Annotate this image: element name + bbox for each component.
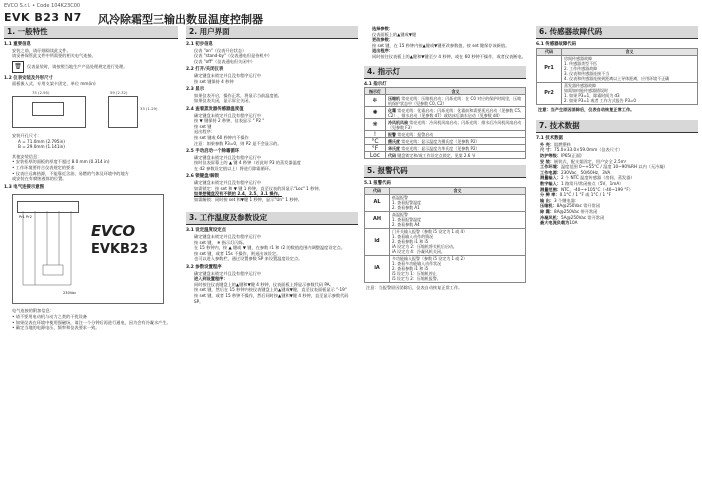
section-1-title: 1. 一般特性 (4, 26, 178, 39)
s21-l2: 仪表 "stand-by"（仪表通电但是待机中） (194, 53, 272, 59)
led-text: 常亮光线：化霜启动；闪烁光线：化霜前和需要延迟启动（见参数 C5, C2），排水启动（见参数 d7）或结冰后滴水启动（见参数 d4） (388, 107, 522, 118)
dimension-drawing (12, 90, 162, 130)
s23-l2: 如果仪表关闭，显示屏全关闭。 (194, 98, 253, 104)
column-4 (536, 26, 698, 226)
note-2: • 工作环境要符合仪表规定的要求 (12, 164, 75, 170)
section-7-title: 7. 技术数据 (536, 120, 698, 133)
s31-l4: 按 set 键，或者 15s 不操作，则退出该设定。 (194, 250, 281, 256)
led-icon: Loc (365, 152, 386, 159)
s21-l3: 仪表 "off"（仪表通电但关闭中） (194, 58, 255, 64)
section-5-title: 5. 报警代码 (364, 165, 526, 178)
tech-row (540, 220, 698, 226)
alarm-note: 注意：当报警原因消除后，仪表自动恢复正常工作。 (366, 284, 463, 290)
tech-key: 数字输入： (540, 180, 561, 186)
s25-title: 2.5 手动启动一个除霜循环 (186, 149, 240, 155)
evco-logo: EVCO (91, 222, 135, 241)
s26-l3: 如果想键盘没有不锁的 2.4、2.5、3.1 操作。 (194, 191, 282, 197)
alarm-table (364, 187, 526, 283)
led-text: 键盘锁定和/或工作设定点锁定，见第 2.6 节 (396, 152, 476, 158)
s24-l5: 按 set 键或 60 秒钟内不操作 (194, 134, 249, 140)
alarm-code: iA (365, 255, 390, 282)
led-title: 报警 (388, 131, 396, 137)
tech-key: 除 霜： (540, 208, 555, 214)
fault-row (537, 82, 698, 104)
tech-value: 8A@250Vac 带开常闭 (554, 208, 598, 214)
al-th-1: 代码 (365, 187, 390, 194)
led-row (365, 138, 526, 145)
tech-key: 尺 寸： (540, 147, 555, 153)
tech-key: 冷凝风机： (540, 214, 561, 220)
led-icon: ✺ (365, 107, 386, 119)
s23-title: 2.3 显示 (186, 87, 205, 93)
tech-key: 防护等级： (540, 152, 561, 158)
s25-l2: 按时仪表屏幕上的 ▲ 键 4 秒钟（若此时 P3 的蒸发器温度 (194, 160, 301, 166)
dim-height: 33 (1.29) (140, 105, 158, 111)
led-row (365, 152, 526, 159)
column-2 (186, 26, 358, 304)
led-text: 常亮光线：显示温度为摄氏度（见参数 P2） (400, 138, 480, 144)
s31-l2: 按 set 键， ❄ 指示灯闪烁。 (194, 239, 247, 245)
t-l6: 同时按住仪表板上的▲键和▼键至少 4 秒钟，或在 60 秒钟不操作，或者仪表断电。 (372, 53, 526, 59)
led-title: 代码 (388, 152, 396, 158)
section-1-2-title: 1.2 仪表安装及外形尺寸 (4, 75, 53, 81)
t-l4: 按 set 键，在 15 秒钟内按▲键或▼键更改参数值，按 set 键保存该新值。 (372, 42, 510, 48)
side-view (108, 96, 138, 128)
section-4-title: 4. 指示灯 (364, 66, 526, 79)
t-l2: 仪表面板上的▲键或▼键 (372, 31, 417, 37)
section-1-3-title: 1.3 电气连接示意图 (4, 184, 45, 190)
tech-key: 输 出： (540, 197, 555, 203)
bottom-1: • 请不要用电动机与动力之类的干扰设备 (12, 313, 87, 319)
s32-l4: 按 set 键，然后在 15 秒钟内按仪表键盘上的▲键或▼键，直至仪表面板显示 "-19" (194, 287, 347, 293)
tech-value: 阻燃塑料 (554, 141, 571, 147)
s32-l3: 同时按住仪表键盘上的▲键和▼键 4 秒钟，仪表面板上将显示参数代码 PA。 (194, 281, 334, 287)
tech-key: 测量范围： (540, 186, 561, 192)
s26-l1: 确定键盘未锁定并且没有程序运行中 (194, 180, 262, 186)
s31-title: 3.1 设定温度设定点 (186, 228, 227, 234)
led-row (365, 107, 526, 119)
tech-value: 230Vac，50/60Hz，3VA (560, 169, 611, 175)
s41-title: 4.1 指示灯 (364, 81, 387, 87)
led-title: 摄氏度 (388, 138, 400, 144)
model-title: EVK B23 N7 (4, 11, 82, 24)
s71-title: 7.1 技术数据 (536, 136, 563, 142)
led-row (365, 119, 526, 131)
led-title: 压缩机 (388, 95, 400, 101)
led-desc (386, 138, 526, 145)
led-title: 华氏度 (388, 145, 400, 151)
s61-title: 6.1 传感器故障代码 (536, 42, 577, 47)
section-1-1-title: 1.1 重要信息 (4, 42, 31, 47)
fault-code: Pr1 (537, 55, 562, 82)
s12-text: 面板嵌入式，专用支架卡固定，单位 mm(in) (12, 81, 96, 87)
tech-value: 0.1°C / 1 °F 或 1°C / 1 °F (559, 192, 612, 198)
alarm-text: 高温报警 1. 查看报警温度 2. 查看参数 A4 (390, 211, 526, 228)
bottom-2: • 如果仪表在环境中使用强磁场，请注一个分钟后再进行通电，因为会有冷凝水产生。 (12, 319, 171, 325)
display-window (32, 102, 64, 116)
s31-l3: 在 15 秒钟内，按 ▲ 键或 ▼ 键，在参数 r1 和 r2 的数值范围内调整温度设定点。 (194, 245, 346, 251)
led-th-1: 指示灯 (365, 88, 386, 95)
t-l3: 更改参数： (372, 37, 393, 43)
tech-key: 工作电源： (540, 169, 561, 175)
tech-value: IP65(正面) (560, 152, 582, 158)
warn-block (12, 61, 178, 73)
al-th-2: 含义 (390, 187, 526, 194)
s24-l6: 注意：如果参数 P3=0，则 P2 是不会显示的。 (194, 140, 282, 146)
alarm-row (365, 211, 526, 228)
tech-value: 8A@250Vac 常开常闭 (556, 203, 600, 209)
led-desc (386, 145, 526, 152)
brand-line: EVCO S.r.l. • Code 104K23C00 (4, 3, 81, 9)
led-desc (386, 119, 526, 131)
s25-l1: 确定键盘未锁定并且没有程序运行中 (194, 154, 262, 160)
cutout-b: B = 29.0mm (1.141in) (18, 144, 65, 150)
s21-title: 2.1 初步信息 (186, 42, 213, 47)
tech-key: 压缩机： (540, 203, 557, 209)
s11-text2: 请妥善保管此文件中所需要的相关电气连接。 (12, 53, 96, 59)
t-l5: 退出程序： (372, 48, 393, 54)
s21-l1: 仪表 "on"（仪表开启状态） (194, 47, 247, 53)
fault-text: 房间传感器故障 1. 传感器类型不匹 2. 工作传感器故障 3. 仪表和传感器连接不当 4. 仪表和传感器连接到距离以上导体距离，应用环境不正确 (562, 55, 698, 82)
tech-key: 工作环境： (540, 164, 561, 170)
s24-l4: 退出程序： (194, 129, 215, 135)
tech-value: 3 个继电器： (554, 197, 579, 203)
s25-l3: 在 d2 参数设定值以上）将进行除霜循环。 (194, 165, 274, 171)
led-text: 常亮光线：显示温度为华氏度（见参数 P2） (400, 145, 480, 151)
s31-l1: 确定键盘未锁定并且没有程序运行中 (194, 234, 262, 240)
alarm-row (365, 194, 526, 211)
tech-value: 2 个 NTC 温度传感器（房间，蒸发器） (560, 175, 635, 181)
led-desc (386, 131, 526, 138)
led-text: 常亮光线：冷风机风扇启动；闪烁光线：排水后冷风机风扇启动（见参数 F3） (388, 119, 522, 130)
led-icon: ❄ (365, 95, 386, 107)
fault-row (537, 55, 698, 82)
s32-l1: 确定键盘未锁定并且没有程序运行中 (194, 270, 262, 276)
fault-th-1: 代码 (537, 48, 562, 55)
s26-l2: 如需锁定：按 set 和 ▼ 键 1 秒钟，直至仪表的屏显示"Loc" 1 秒钟。 (194, 185, 323, 191)
led-icon: ❋ (365, 119, 386, 131)
wiring-diagram (12, 194, 164, 304)
column-3 (364, 26, 526, 290)
led-title: 冷风机风扇 (388, 119, 408, 125)
s24-l2: 按 ▼ 键保持 2 秒钟，仪表显示 " P2 " (194, 118, 265, 124)
led-text: 常亮光线：报警启动 (396, 131, 434, 137)
tech-value: 5A@250Vac 常开常闭 (560, 214, 605, 220)
notes-title: 其他安装信息： (12, 153, 42, 159)
s26-title: 2.6 锁键盘/解锁 (186, 174, 219, 180)
warn-text: 仅表显装时，请按照当地生产产品处理规定进行处理。 (27, 63, 128, 69)
led-th-2: 含义 (386, 88, 526, 95)
s22-l2: 按 set 键保持 4 秒钟 (194, 78, 234, 84)
dim-depth: 59 (2.32) (110, 89, 128, 95)
alarm-text: 门开关输入报警（参数 i5 设定为 1 或 4） 1. 查看输入动作的情况 2. 查看参数 i1 和 i5 iA 设定为 2：压缩机将关机后启动。 iA 设定为 4：冷凝风机关闭。 (390, 228, 526, 255)
note-3: • 仪表应远离热源，不能靠近含油、易燃的气体及环境中的地方 (12, 170, 129, 176)
s11-text1: 安装之前，请仔细阅读此文件。 (12, 47, 71, 53)
s24-l1: 确定键盘未锁定并且没有程序运行中 (194, 112, 262, 118)
led-desc (386, 95, 526, 107)
page-title: 风冷除霜型三输出数显温度控制器 (98, 13, 263, 26)
tech-value: NTC，-40~+105°C（-40~199 °F） (560, 186, 633, 192)
alarm-row (365, 255, 526, 282)
fault-note: 注意：当产生原因消除后，仪表自动恢复正常工作。 (538, 106, 635, 112)
cutout-title: 安装开孔尺寸： (12, 132, 42, 138)
s23-l1: 如果仪表开启，操作正常，将显示当前温度值。 (194, 92, 282, 98)
alarm-code: id (365, 228, 390, 255)
fault-code: Pr2 (537, 82, 562, 104)
tech-key: 外 壳： (540, 141, 555, 147)
note-4: 或安装在有腐蚀液体的位置。 (12, 176, 67, 182)
alarm-text: 低温报警 1. 查看报警温度 2. 查看参数 A1 (390, 194, 526, 211)
tech-value: 温度范围 0~+55°C / 湿度 10~90%RH 以内（无冷凝） (560, 164, 668, 170)
alarm-code: AH (365, 211, 390, 228)
tech-value: 75.0×33.0×59.0mm（仪表尺寸） (554, 147, 623, 153)
led-row (365, 95, 526, 107)
s51-title: 5.1 报警代码 (364, 181, 391, 187)
fault-th-2: 含义 (562, 48, 698, 55)
led-title: 化霜 (388, 107, 396, 113)
cutout-a: A = 71.0mm (2.795in) (18, 138, 65, 144)
s31-l5: 也可以进入参数栏，通过设置参数 SP 来设置温度设定点。 (194, 256, 303, 262)
fault-text: 蒸发器传感器故障 如需如何能传感器错误时 1. 如果 P3=1，除霜时间为 d3 2. 如果 P3=1 或者 工作方式报告 P3=0 (562, 82, 698, 104)
alarm-code: AL (365, 194, 390, 211)
probe-labels: Pr1 Pr2 (19, 215, 32, 220)
dim-width: 75 (2.95) (32, 89, 50, 95)
power-label: 230Vac (63, 291, 77, 296)
led-text: 常亮光线：压缩机启动；闪烁光线：在 C0 对应的保护时间里，压缩机保护状态中（见参数 C0, C2） (388, 95, 522, 106)
tech-key: 安 装： (540, 158, 555, 164)
led-icon: °F (365, 145, 386, 152)
section-6-title: 6. 传感器故障代码 (536, 26, 698, 39)
column-1 (4, 26, 178, 331)
s32-l2: 进入到设置程序： (194, 276, 228, 282)
s24-title: 2.4 查看蒸发器传感器温度值 (186, 106, 244, 112)
s22-title: 2.2 打开/关闭仪表 (186, 67, 224, 73)
section-3-title: 3. 工作温度及参数设定 (186, 212, 358, 225)
s24-l3: 按 set 键 (194, 123, 212, 129)
t-l1: 选择参数： (372, 26, 393, 31)
tech-value: 10A (569, 220, 578, 226)
tech-key: 分 辨 率： (540, 192, 560, 198)
led-row (365, 131, 526, 138)
bin-icon: 🗑 (12, 61, 24, 73)
led-row (365, 145, 526, 152)
led-desc (386, 107, 526, 119)
tech-list (536, 142, 698, 226)
s26-l4: 如需解锁：同时按 set 和▼键 1 秒钟，显示"Un" 1 秒钟。 (194, 196, 302, 202)
tech-key: 最大电流负载为 (540, 220, 570, 226)
evco-model: EVKB23 (91, 242, 149, 258)
bottom-3: • 确定当地的电源电压、频率和仪表要求一致。 (12, 325, 100, 331)
s32-title: 3.2 参数设置程序 (186, 265, 222, 270)
led-icon: ! (365, 131, 386, 138)
alarm-row (365, 228, 526, 255)
led-icon: °C (365, 138, 386, 145)
note-1: • 安装柜厚的面板的厚度不超过 8.0 mm (0.314 in) (12, 159, 110, 165)
section-2-title: 2. 用户界面 (186, 26, 358, 39)
tech-value: 嵌装式，配支架固定，用户安全 2.5m² (554, 158, 627, 164)
tech-key: 测量输入： (540, 175, 561, 181)
led-desc (386, 152, 526, 159)
s32-l5: 按 set 键，或者 15 秒钟不操作，然后同时按▲键和▼键 4 秒钟，直至显示参数代码 SP。 (194, 292, 349, 304)
bottom-title: 电气连接的附加信息： (12, 308, 54, 314)
led-table (364, 87, 526, 159)
alarm-text: 多功能输入报警（参数 i5 设定为 1 或 2） 1. 查看多功能输入动作状况 2. 查看参数 i1 和 i5 i5 设定为 1：压缩机停止 i5 设定为 2：压缩机报警。 (390, 255, 526, 282)
tech-value: 1 路常开/常闭接点（5V，1mA） (560, 180, 624, 186)
s22-l1: 确定键盘未锁定并且没有程序运行中 (194, 72, 262, 78)
fault-table (536, 48, 698, 105)
